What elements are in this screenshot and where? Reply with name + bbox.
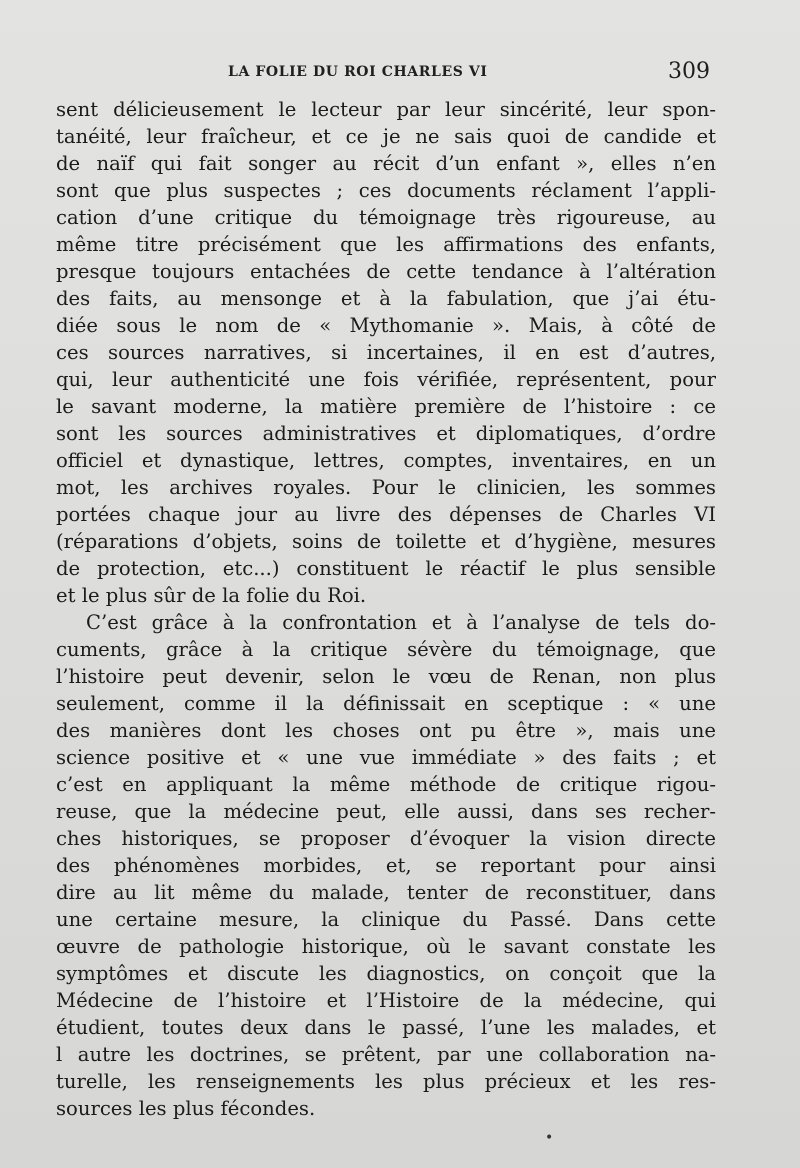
text-line: cuments, grâce à la critique sévère du témoignage, que (56, 638, 716, 661)
text-line: même titre précisément que les affirmations des enfants, (56, 233, 716, 256)
text-line: ches historiques, se proposer d’évoquer la vision directe (56, 827, 716, 850)
text-line: presque toujours entachées de cette tendance à l’altération (56, 260, 716, 283)
text-line: une certaine mesure, la clinique du Passé. Dans cette (56, 908, 716, 931)
text-line: tanéité, leur fraîcheur, et ce je ne sais quoi de candide et (56, 125, 716, 148)
body-text (56, 96, 716, 1122)
text-line: symptômes et discute les diagnostics, on conçoit que la (56, 962, 716, 985)
text-line: des phénomènes morbides, et, se reportant pour ainsi (56, 854, 716, 877)
text-line: de naïf qui fait songer au récit d’un enfant », elles n’en (56, 152, 716, 175)
text-line: sont que plus suspectes ; ces documents réclament l’appli- (56, 179, 716, 202)
text-line: seulement, comme il la définissait en sceptique : « une (56, 692, 716, 715)
text-line: mot, les archives royales. Pour le clinicien, les sommes (56, 476, 716, 499)
text-line: diée sous le nom de « Mythomanie ». Mais, à côté de (56, 314, 716, 337)
text-line: étudient, toutes deux dans le passé, l’une les malades, et (56, 1016, 716, 1039)
text-line: c’est en appliquant la même méthode de critique rigou- (56, 773, 716, 796)
text-line: de protection, etc...) constituent le réactif le plus sensible (56, 557, 716, 580)
text-line: portées chaque jour au livre des dépenses de Charles VI (56, 503, 716, 526)
running-title: LA FOLIE DU ROI CHARLES VI (228, 64, 488, 80)
text-line: C’est grâce à la confrontation et à l’analyse de tels do- (86, 611, 716, 634)
text-line: qui, leur authenticité une fois vérifiée, représentent, pour (56, 368, 716, 391)
text-line: (réparations d’objets, soins de toilette et d’hygiène, mesures (56, 530, 716, 553)
text-line: sent délicieusement le lecteur par leur sincérité, leur spon- (56, 98, 716, 121)
text-line: Médecine de l’histoire et l’Histoire de la médecine, qui (56, 989, 716, 1012)
text-line: sources les plus fécondes. (56, 1097, 316, 1120)
text-line: cation d’une critique du témoignage très rigoureuse, au (56, 206, 716, 229)
text-line: œuvre de pathologie historique, où le savant constate les (56, 935, 716, 958)
text-line: l autre les doctrines, se prêtent, par une collaboration na- (56, 1043, 716, 1066)
text-line: des manières dont les choses ont pu être », mais une (56, 719, 716, 742)
text-line: turelle, les renseignements les plus précieux et les res- (56, 1070, 716, 1093)
text-line: ces sources narratives, si incertaines, il en est d’autres, (56, 341, 716, 364)
text-line: science positive et « une vue immédiate » des faits ; et (56, 746, 716, 769)
text-line: le savant moderne, la matière première de l’histoire : ce (56, 395, 716, 418)
page-number: 309 (668, 59, 710, 84)
text-line: des faits, au mensonge et à la fabulation, que j’ai étu- (56, 287, 716, 310)
text-line: et le plus sûr de la folie du Roi. (56, 584, 367, 607)
text-line: dire au lit même du malade, tenter de reconstituer, dans (56, 881, 716, 904)
text-line: sont les sources administratives et diplomatiques, d’ordre (56, 422, 716, 445)
printer-mark: • (545, 1130, 554, 1146)
text-line: officiel et dynastique, lettres, comptes, inventaires, en un (56, 449, 716, 472)
text-line: reuse, que la médecine peut, elle aussi, dans ses recher- (56, 800, 716, 823)
text-line: l’histoire peut devenir, selon le vœu de Renan, non plus (56, 665, 716, 688)
